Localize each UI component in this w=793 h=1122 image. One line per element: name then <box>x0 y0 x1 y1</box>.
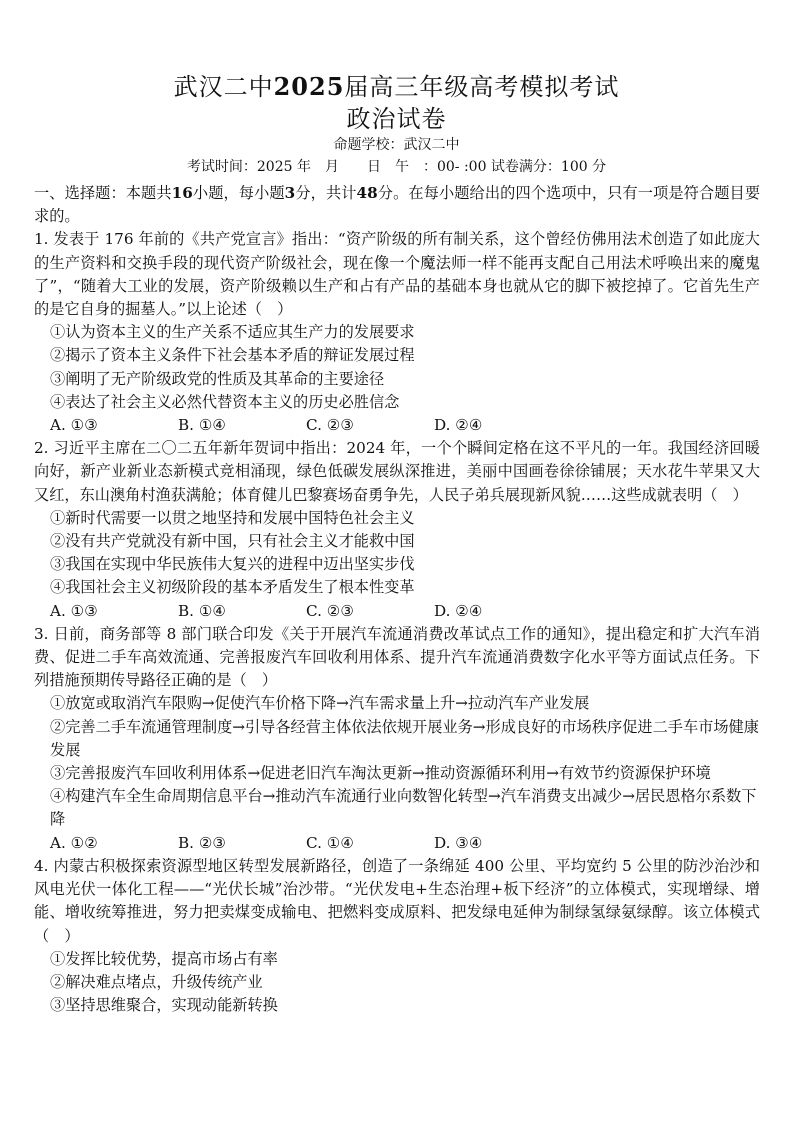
title-year: 2025 <box>273 72 345 101</box>
answer-choice-b: B. ①④ <box>178 601 227 620</box>
answer-choice-c: C. ②③ <box>306 601 354 620</box>
title-prefix: 武汉二中 <box>173 73 274 101</box>
question-option: ①发挥比较优势，提高市场占有率 <box>50 949 278 968</box>
question-option: ②没有共产党就没有新中国，只有社会主义才能救中国 <box>50 532 415 551</box>
question-option: ③我国在实现中华民族伟大复兴的进程中迈出坚实步伐 <box>50 555 415 574</box>
answer-choice-b: B. ①④ <box>178 416 227 435</box>
question-option: ①新时代需要一以贯之地坚持和发展中国特色社会主义 <box>50 508 415 527</box>
answer-choice-d: D. ②④ <box>434 416 483 435</box>
question-option: ①放宽或取消汽车限购→促使汽车价格下降→汽车需求量上升→拉动汽车产业发展 <box>50 694 590 713</box>
question-4 <box>34 855 760 1017</box>
answer-choices <box>34 600 760 623</box>
exam-info: 考试时间：2025 年 月 日 午 ：00- :00 试卷满分：100 分 <box>186 159 607 175</box>
question-1 <box>34 228 760 437</box>
answer-choice-b: B. ②③ <box>178 833 227 852</box>
question-stem: 4. 内蒙古积极探索资源型地区转型发展新路径，创造了一条绵延 400 公里、平均宽约 5 公里的防沙治沙和风电光伏一体化工程——“光伏长城”治沙带。“光伏发电+生态治理+板下经济”的立体模式，实现增绿、增能、增收统筹推进，努力把卖煤变成输电、把燃料变成原料、把发绿电延伸为制绿氢绿氨绿醇。该立体模式（ ） <box>34 856 760 945</box>
question-option: ④我国社会主义初级阶段的基本矛盾发生了根本性变革 <box>50 578 415 597</box>
answer-choice-a: A. ①③ <box>50 601 98 620</box>
answer-choices <box>34 414 760 437</box>
answer-choice-c: C. ②③ <box>306 416 354 435</box>
question-3 <box>34 623 760 855</box>
exam-title <box>0 72 793 102</box>
question-option: ②揭示了资本主义条件下社会基本矛盾的辩证发展过程 <box>50 346 415 365</box>
question-stem: 1. 发表于 176 年前的《共产党宣言》指出：“资产阶级的所有制关系，这个曾经仿佛用法术创造了如此庞大的生产资料和交换手段的现代资产阶级社会，现在像一个魔法师一样不能再支配自己用法术呼唤出来的魔鬼了”，“随着大工业的发展，资产阶级赖以生产和占有产品的基础本身也就从它的脚下被挖掉了。它首先生产的是它自身的掘墓人。”以上论述（ ） <box>34 230 760 319</box>
question-stem: 2. 习近平主席在二〇二五年新年贺词中指出：2024 年，一个个瞬间定格在这不平凡的一年。我国经济回暖向好，新产业新业态新模式竞相涌现，绿色低碳发展纵深推进，美丽中国画卷徐徐铺展；天水花牛苹果又大又红，东山澳角村渔获满舱；体育健儿巴黎赛场奋勇争先，人民子弟兵展现新风貌……这些成就表明（ ） <box>34 439 760 504</box>
answer-choice-a: A. ①③ <box>50 416 98 435</box>
exam-school: 命题学校：武汉二中 <box>333 137 460 153</box>
question-option: ③完善报废汽车回收利用体系→促进老旧汽车淘汰更新→推动资源循环利用→有效节约资源保护环境 <box>50 764 711 783</box>
answer-choice-a: A. ①② <box>50 833 98 852</box>
question-option: ③阐明了无产阶级政党的性质及其革命的主要途径 <box>50 369 385 388</box>
question-option: ④表达了社会主义必然代替资本主义的历史必胜信念 <box>50 392 400 411</box>
question-option: ④构建汽车全生命周期信息平台→推动汽车流通行业向数智化转型→汽车消费支出减少→居民恩格尔系数下降 <box>50 787 757 829</box>
question-option: ②解决难点堵点，升级传统产业 <box>50 972 263 991</box>
question-option: ①认为资本主义的生产关系不适应其生产力的发展要求 <box>50 323 415 342</box>
question-stem: 3. 日前，商务部等 8 部门联合印发《关于开展汽车流通消费改革试点工作的通知》，提出稳定和扩大汽车消费、促进二手车高效流通、完善报废汽车回收利用体系、提升汽车流通消费数字化水平等方面试点任务。下列措施预期传导路径正确的是（ ） <box>34 624 760 690</box>
question-option: ③坚持思维聚合，实现动能新转换 <box>50 996 278 1015</box>
exam-content <box>34 182 760 1017</box>
section-instruction: 一、选择题：本题共16小题，每小题3分，共计48分。在每小题给出的四个选项中，只有一项是符合题目要求的。 <box>34 184 761 226</box>
answer-choice-c: C. ①④ <box>306 833 354 852</box>
question-2 <box>34 437 760 623</box>
question-option: ②完善二手车流通管理制度→引导各经营主体依法依规开展业务→形成良好的市场秩序促进二手车市场健康发展 <box>50 717 759 759</box>
answer-choice-d: D. ②④ <box>434 601 483 620</box>
exam-subtitle: 政治试卷 <box>346 105 447 133</box>
answer-choice-d: D. ③④ <box>434 833 483 852</box>
title-suffix: 届高三年级高考模拟考试 <box>344 73 620 101</box>
answer-choices <box>34 832 760 855</box>
